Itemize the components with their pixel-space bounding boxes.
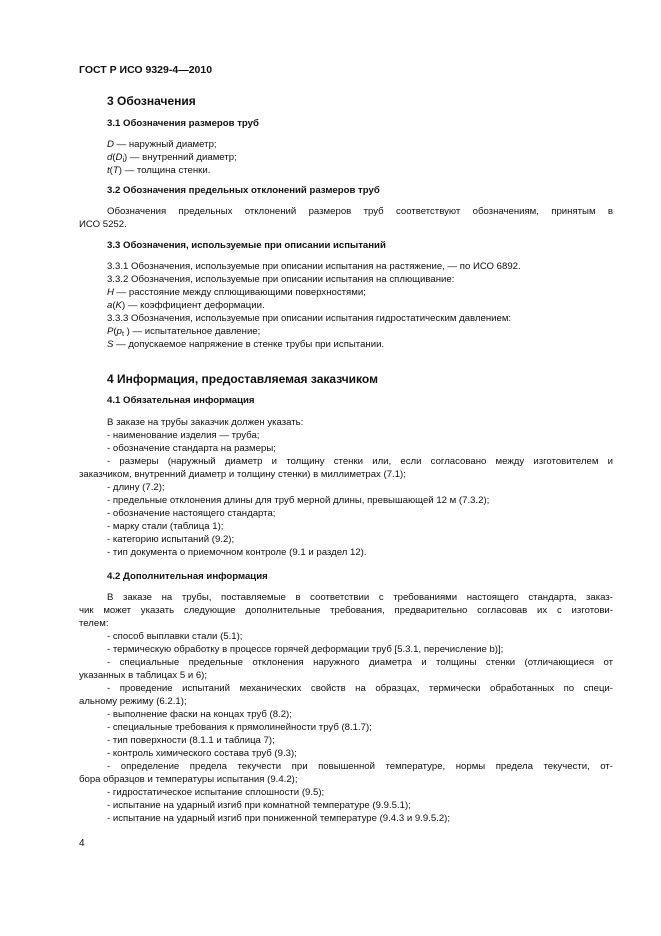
paren: ( <box>112 152 116 163</box>
page-number: 4 <box>79 838 85 849</box>
symbol-desc: — расстояние между сплющивающими поверхностями; <box>113 287 366 298</box>
symbol: d <box>107 152 113 163</box>
list-item: - категорию испытаний (9.2); <box>107 534 235 545</box>
list-item: - испытание на ударный изгиб при комнатной температуре (9.9.5.1); <box>107 800 411 811</box>
section-3-2-heading: 3.2 Обозначения предельных отклонений размеров труб <box>107 185 380 196</box>
symbol-desc: — наружный диаметр; <box>113 139 217 150</box>
clause-3-3-3: 3.3.3 Обозначения, используемые при описании испытания гидростатическим давлением: <box>107 313 512 324</box>
symbol-H-line <box>107 286 366 299</box>
list-item: - предельные отклонения длины для труб мерной длины, превышающей 12 м (7.3.2); <box>107 495 490 506</box>
section-4-1-heading: 4.1 Обязательная информация <box>107 395 255 406</box>
list-item-continuation: заказчиком, внутренний диаметр и толщину стенки) в миллиметрах (7.1); <box>79 469 406 480</box>
symbol: D <box>115 152 123 163</box>
list-item-continuation: альному режиму (6.2.1); <box>79 696 187 707</box>
symbol: t <box>107 165 110 176</box>
symbol-a-line <box>107 299 265 312</box>
symbol: S <box>107 339 114 350</box>
symbol-desc: — допускаемое напряжение в стенке трубы при испытании. <box>113 339 385 350</box>
section-3-3-heading: 3.3 Обозначения, используемые при описании испытаний <box>107 240 386 251</box>
paren: ( <box>112 300 116 311</box>
symbol: H <box>107 287 114 298</box>
section-4-2-heading: 4.2 Дополнительная информация <box>107 571 268 582</box>
symbol-desc: — толщина стенки. <box>121 165 211 176</box>
symbol-t-line <box>107 164 210 177</box>
paragraph-line: Обозначения предельных отклонений размеров труб соответствуют обозначениям, принятым в <box>107 206 613 217</box>
list-item: - обозначение стандарта на размеры; <box>107 443 276 454</box>
list-item: - определение предела текучести при повышенной температуре, нормы предела текучести, от- <box>107 761 613 772</box>
symbol: K <box>115 300 122 311</box>
paragraph-line: В заказе на трубы, поставляемые в соответствии с требованиями настоящего стандарта, заказ- <box>107 592 613 603</box>
paren: ) <box>124 152 128 163</box>
symbol: p <box>116 326 122 337</box>
list-item: - испытание на ударный изгиб при пониженной температуре (9.4.3 и 9.9.5.2); <box>107 813 451 824</box>
list-item: - специальные требования к прямолинейности труб (8.1.7); <box>107 722 372 733</box>
clause-3-3-2: 3.3.2 Обозначения, используемые при описании испытания на сплющивание: <box>107 274 455 285</box>
section-4-heading: 4 Информация, предоставляемая заказчиком <box>107 372 378 386</box>
paren: ) <box>121 300 126 311</box>
list-item: - гидростатическое испытание сплошности (9.5); <box>107 787 325 798</box>
paren: ) <box>118 165 122 176</box>
symbol-desc: — коэффициент деформации. <box>125 300 265 311</box>
section-3-1-heading: 3.1 Обозначения размеров труб <box>107 118 259 129</box>
symbol-desc: — внутренний диаметр; <box>127 152 237 163</box>
list-item: - обозначение настоящего стандарта; <box>107 508 276 519</box>
symbol: a <box>107 300 113 311</box>
paren: ( <box>109 165 113 176</box>
list-item: - выполнение фаски на концах труб (8.2); <box>107 709 292 720</box>
list-item: - контроль химического состава труб (9.3); <box>107 748 297 759</box>
list-item: - наименование изделия — труба; <box>107 430 260 441</box>
symbol-desc: — испытательное давление; <box>129 326 261 337</box>
symbol: P <box>107 326 114 337</box>
section-3-heading: 3 Обозначения <box>107 94 196 108</box>
list-item: - размеры (наружный диаметр и толщину стенки или, если согласовано между изготовителем и <box>107 456 613 467</box>
list-item-continuation: бора образцов и температуры испытания (9.4.2); <box>79 774 298 785</box>
paragraph-line: ИСО 5252. <box>79 219 127 230</box>
paragraph-line: телем: <box>79 618 109 629</box>
symbol-D-line <box>107 138 217 151</box>
list-item: - длину (7.2); <box>107 482 165 493</box>
list-item: - способ выплавки стали (5.1); <box>107 631 243 642</box>
symbol: T <box>112 165 119 176</box>
list-item: - тип документа о приемочном контроле (9.1 и раздел 12). <box>107 547 367 558</box>
list-item: - термическую обработку в процессе горячей деформации труб [5.3.1, перечисление b)]; <box>107 644 504 655</box>
paragraph-intro: В заказе на трубы заказчик должен указать: <box>107 417 304 428</box>
list-item: - тип поверхности (8.1.1 и таблица 7); <box>107 735 275 746</box>
paragraph-line: чик может указать следующие дополнительные требования, предварительно согласовав их с изготови- <box>79 605 613 616</box>
list-item: - проведение испытаний механических свойств на образцах, термически обработанных по специ- <box>107 683 613 694</box>
subscript: i <box>122 157 125 164</box>
document-header: ГОСТ Р ИСО 9329-4—2010 <box>79 64 213 76</box>
symbol-S-line <box>107 338 384 351</box>
clause-3-3-1: 3.3.1 Обозначения, используемые при описании испытания на растяжение, — по ИСО 6892. <box>107 261 521 272</box>
list-item-continuation: указанных в таблицах 5 и 6); <box>79 670 208 681</box>
list-item: - специальные предельные отклонения наружного диаметра и толщины стенки (отличающиеся от <box>107 657 613 668</box>
paren: ( <box>113 326 117 337</box>
list-item: - марку стали (таблица 1); <box>107 521 224 532</box>
subscript: t <box>121 331 124 338</box>
paren: ) <box>123 326 130 337</box>
symbol: D <box>107 139 114 150</box>
